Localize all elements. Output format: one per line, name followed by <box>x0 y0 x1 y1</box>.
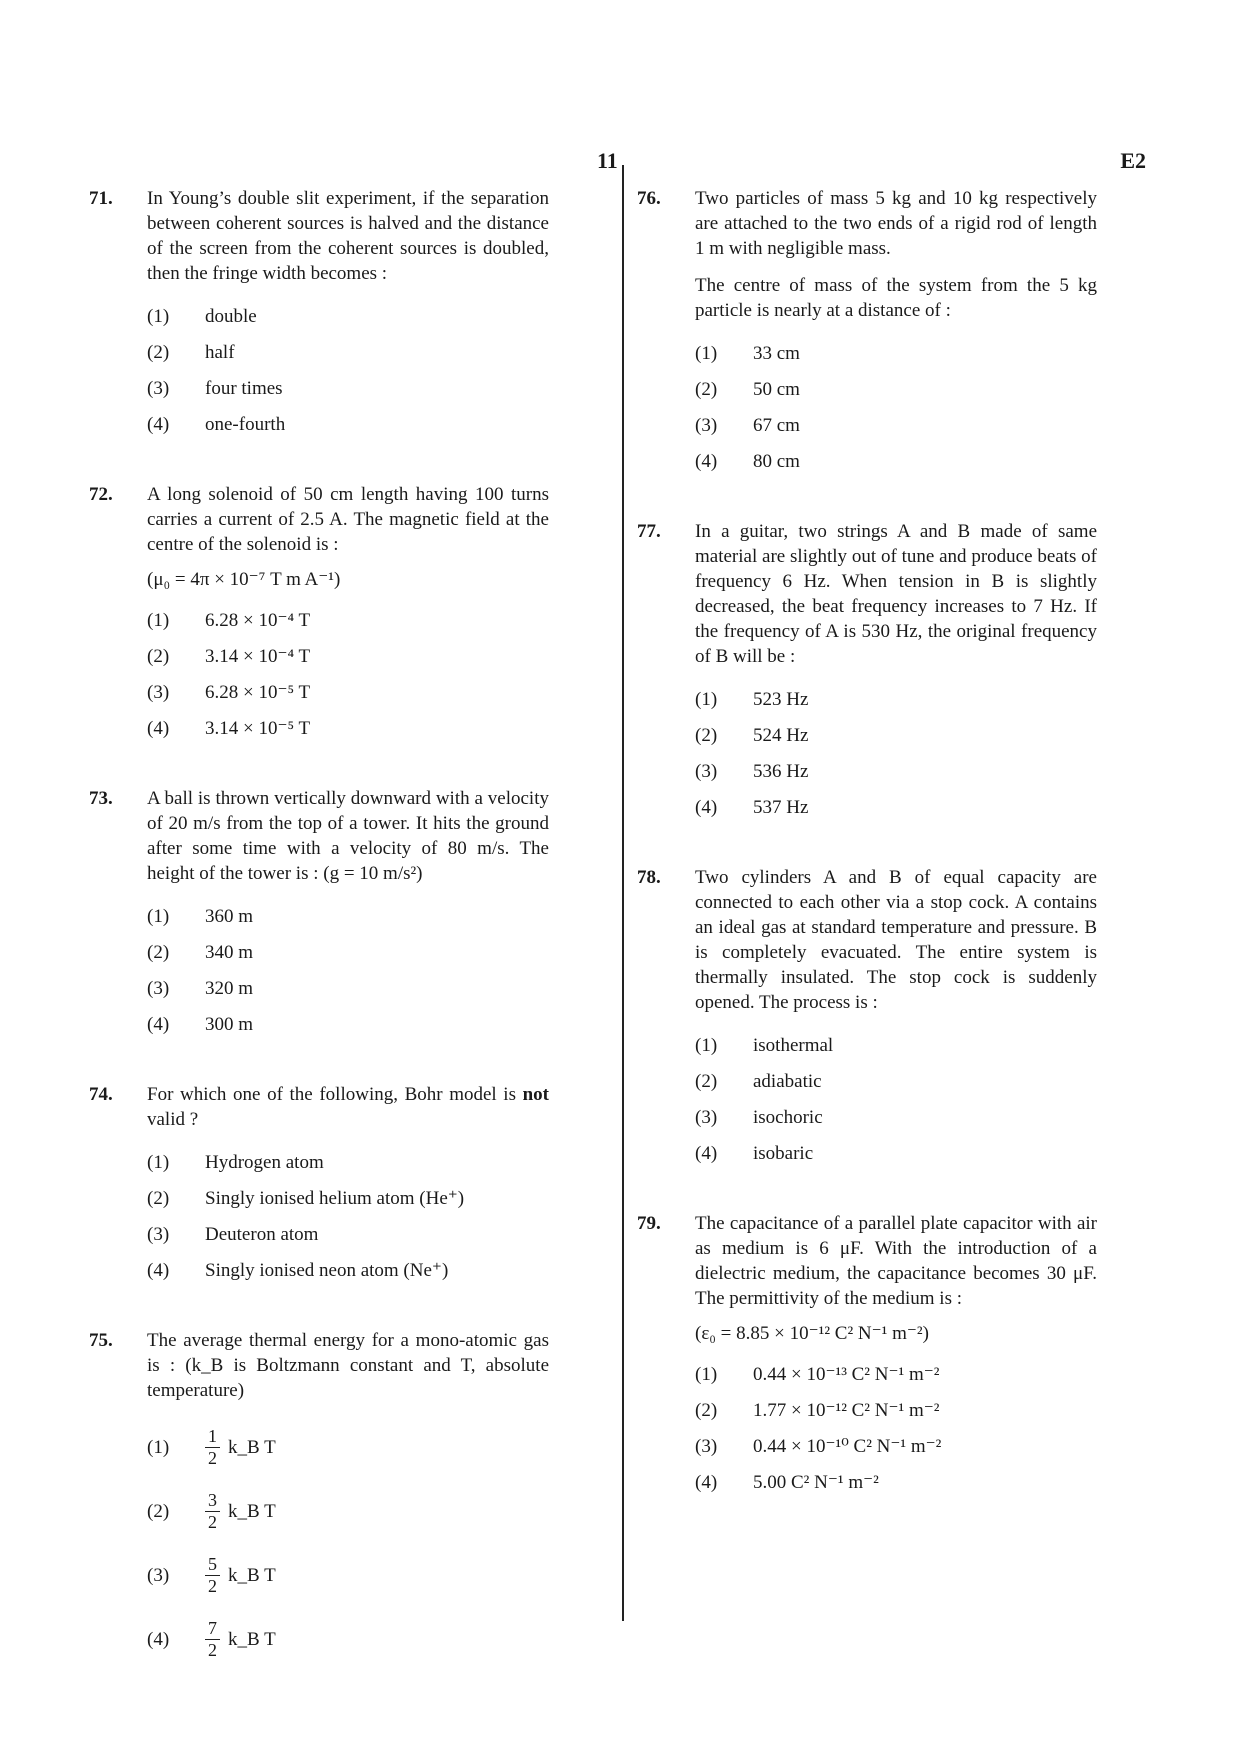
option[interactable] <box>147 1607 549 1671</box>
option[interactable] <box>147 1415 549 1479</box>
options-list <box>695 1356 1097 1500</box>
option-text: 0.44 × 10⁻¹⁰ C² N⁻¹ m⁻² <box>753 1435 942 1457</box>
fraction-numerator: 5 <box>205 1554 220 1576</box>
option-label: (4) <box>147 413 170 435</box>
page-number: 11 <box>597 148 618 173</box>
option-text: half <box>205 341 235 363</box>
option-text: k_B T <box>228 1500 276 1522</box>
option[interactable] <box>147 370 549 406</box>
option-text: Hydrogen atom <box>205 1151 324 1173</box>
question-text: Two cylinders A and B of equal capacity are connected to each other via a stop cock. A contains an ideal gas at standard temperature and pressure. B is completely evacuated. The entire system is thermally insulated. The stop cock is suddenly opened. The process is : <box>695 867 1097 1013</box>
fraction <box>205 1554 220 1597</box>
option-label: (4) <box>147 1628 170 1650</box>
question-number: 77. <box>637 521 661 542</box>
option-label: (3) <box>695 1435 718 1457</box>
question-number: 75. <box>89 1330 113 1351</box>
option-label: (2) <box>147 1187 170 1209</box>
emphasis-not: not <box>522 1084 549 1105</box>
option[interactable] <box>147 1144 549 1180</box>
option[interactable] <box>147 898 549 934</box>
options-list <box>147 1415 549 1671</box>
option-text: 50 cm <box>753 378 800 400</box>
option[interactable] <box>147 1006 549 1042</box>
question-76 <box>637 186 1097 479</box>
option-label: (3) <box>695 760 718 782</box>
option-label: (3) <box>147 977 170 999</box>
options-list <box>695 681 1097 825</box>
option-label: (1) <box>147 609 170 631</box>
option-text: Deuteron atom <box>205 1223 319 1245</box>
question-71 <box>89 186 549 442</box>
column-divider <box>622 165 624 1621</box>
question-number: 79. <box>637 1213 661 1234</box>
question-number: 72. <box>89 484 113 505</box>
left-column <box>89 186 549 1711</box>
question-text-part: For which one of the following, Bohr model is <box>147 1084 523 1105</box>
option-label: (2) <box>147 941 170 963</box>
fraction-denominator: 2 <box>208 1575 217 1596</box>
option[interactable] <box>695 1464 1097 1500</box>
option-label: (2) <box>147 645 170 667</box>
option[interactable] <box>695 753 1097 789</box>
option-text: 0.44 × 10⁻¹³ C² N⁻¹ m⁻² <box>753 1363 940 1385</box>
question-77 <box>637 519 1097 825</box>
option-text: 340 m <box>205 941 254 963</box>
option-label: (1) <box>695 688 718 710</box>
option-text: 360 m <box>205 905 254 927</box>
option[interactable] <box>147 970 549 1006</box>
question-text-part: valid ? <box>147 1109 199 1130</box>
option[interactable] <box>695 1027 1097 1063</box>
option-text: 523 Hz <box>753 688 809 710</box>
option-label: (4) <box>695 450 718 472</box>
option-label: (2) <box>147 341 170 363</box>
option-label: (4) <box>695 796 718 818</box>
option-text: four times <box>205 377 283 399</box>
option-label: (1) <box>695 1034 718 1056</box>
question-text: A long solenoid of 50 cm length having 100 turns carries a current of 2.5 A. The magnetic field at the centre of the solenoid is : <box>147 484 549 555</box>
option-text: one-fourth <box>205 413 286 435</box>
fraction-numerator: 1 <box>205 1426 220 1448</box>
option[interactable] <box>147 334 549 370</box>
fraction-denominator: 2 <box>208 1639 217 1660</box>
question-72 <box>89 482 549 746</box>
fraction <box>205 1426 220 1469</box>
option[interactable] <box>695 407 1097 443</box>
option-label: (2) <box>695 724 718 746</box>
option-text: 537 Hz <box>753 796 809 818</box>
fraction <box>205 1618 220 1661</box>
option-label: (2) <box>695 1399 718 1421</box>
option[interactable] <box>695 335 1097 371</box>
option[interactable] <box>147 1543 549 1607</box>
option-label: (2) <box>147 1500 170 1522</box>
right-column <box>637 186 1097 1540</box>
option[interactable] <box>147 1479 549 1543</box>
option-label: (4) <box>695 1471 718 1493</box>
question-number: 73. <box>89 788 113 809</box>
options-list <box>147 1144 549 1288</box>
question-text: In Young’s double slit experiment, if the separation between coherent sources is halved and the distance of the screen from the coherent sources is doubled, then the fringe width becomes : <box>147 188 549 284</box>
question-number: 78. <box>637 867 661 888</box>
option[interactable] <box>147 298 549 334</box>
option-label: (2) <box>695 1070 718 1092</box>
booklet-code: E2 <box>1120 148 1146 173</box>
question-number: 76. <box>637 188 661 209</box>
option-text: 6.28 × 10⁻⁵ T <box>205 681 311 703</box>
option[interactable] <box>147 674 549 710</box>
option-label: (4) <box>147 717 170 739</box>
option-label: (1) <box>147 305 170 327</box>
option[interactable] <box>695 1428 1097 1464</box>
option-text: 3.14 × 10⁻⁴ T <box>205 645 311 667</box>
given-constant: (ε₀ = 8.85 × 10⁻¹² C² N⁻¹ m⁻²) <box>695 1323 929 1344</box>
option[interactable] <box>695 443 1097 479</box>
option[interactable] <box>147 1252 549 1288</box>
option[interactable] <box>147 1180 549 1216</box>
question-text: Two particles of mass 5 kg and 10 kg respectively are attached to the two ends of a rigid rod of length 1 m with negligible mass. <box>695 188 1097 259</box>
question-text-continued: The centre of mass of the system from the 5 kg particle is nearly at a distance of : <box>695 275 1097 321</box>
option-text: 80 cm <box>753 450 800 472</box>
question-74 <box>89 1082 549 1288</box>
option-text: k_B T <box>228 1436 276 1458</box>
given-constant: (μ₀ = 4π × 10⁻⁷ T m A⁻¹) <box>147 569 341 590</box>
option[interactable] <box>695 681 1097 717</box>
question-text <box>147 1082 549 1132</box>
option-text: k_B T <box>228 1564 276 1586</box>
option[interactable] <box>695 1063 1097 1099</box>
options-list <box>147 602 549 746</box>
options-list <box>695 1027 1097 1171</box>
option-label: (2) <box>695 378 718 400</box>
option-label: (4) <box>147 1259 170 1281</box>
option-label: (1) <box>147 1436 170 1458</box>
question-text: In a guitar, two strings A and B made of same material are slightly out of tune and produce beats of frequency 6 Hz. When tension in B is slightly decreased, the beat frequency increases to 7 Hz. If the frequency of A is 530 Hz, the original frequency of B will be : <box>695 521 1097 667</box>
fraction-numerator: 7 <box>205 1618 220 1640</box>
option[interactable] <box>147 602 549 638</box>
option[interactable] <box>695 1356 1097 1392</box>
fraction-denominator: 2 <box>208 1511 217 1532</box>
options-list <box>147 898 549 1042</box>
fraction-numerator: 3 <box>205 1490 220 1512</box>
option-text: 524 Hz <box>753 724 809 746</box>
option-label: (3) <box>147 377 170 399</box>
option-text: k_B T <box>228 1628 276 1650</box>
question-79 <box>637 1211 1097 1500</box>
option-label: (3) <box>695 1106 718 1128</box>
option[interactable] <box>147 638 549 674</box>
fraction-denominator: 2 <box>208 1447 217 1468</box>
option[interactable] <box>695 1135 1097 1171</box>
option[interactable] <box>695 1099 1097 1135</box>
option-text: 5.00 C² N⁻¹ m⁻² <box>753 1471 879 1493</box>
option-text: 67 cm <box>753 414 800 436</box>
option-text: 536 Hz <box>753 760 809 782</box>
question-78 <box>637 865 1097 1171</box>
option-label: (3) <box>147 1223 170 1245</box>
option-text: 3.14 × 10⁻⁵ T <box>205 717 311 739</box>
option[interactable] <box>147 1216 549 1252</box>
question-text: A ball is thrown vertically downward with a velocity of 20 m/s from the top of a tower. It hits the ground after some time with a velocity of 80 m/s. The height of the tower is : (g = 10 m/s²) <box>147 788 549 884</box>
option-label: (3) <box>147 1564 170 1586</box>
option[interactable] <box>695 371 1097 407</box>
option-text: Singly ionised neon atom (Ne⁺) <box>205 1259 449 1281</box>
options-list <box>695 335 1097 479</box>
options-list <box>147 298 549 442</box>
option-text: isobaric <box>753 1142 814 1164</box>
option-label: (4) <box>147 1013 170 1035</box>
option-label: (4) <box>695 1142 718 1164</box>
option-text: 6.28 × 10⁻⁴ T <box>205 609 311 631</box>
question-73 <box>89 786 549 1042</box>
option-label: (1) <box>695 1363 718 1385</box>
option[interactable] <box>147 710 549 746</box>
option[interactable] <box>695 789 1097 825</box>
option-text: 300 m <box>205 1013 254 1035</box>
option[interactable] <box>147 934 549 970</box>
option-text: 1.77 × 10⁻¹² C² N⁻¹ m⁻² <box>753 1399 940 1421</box>
option-text: adiabatic <box>753 1070 822 1092</box>
option[interactable] <box>695 1392 1097 1428</box>
option-text: isochoric <box>753 1106 823 1128</box>
option-text: 33 cm <box>753 342 800 364</box>
option-label: (1) <box>147 1151 170 1173</box>
option-text: Singly ionised helium atom (He⁺) <box>205 1187 465 1209</box>
question-text: The average thermal energy for a mono-atomic gas is : (k_B is Boltzmann constant and T, absolute temperature) <box>147 1330 549 1401</box>
question-number: 71. <box>89 188 113 209</box>
option[interactable] <box>147 406 549 442</box>
option-text: double <box>205 305 257 327</box>
fraction <box>205 1490 220 1533</box>
option-label: (3) <box>695 414 718 436</box>
question-75 <box>89 1328 549 1671</box>
option-label: (3) <box>147 681 170 703</box>
option-text: 320 m <box>205 977 254 999</box>
question-text: The capacitance of a parallel plate capacitor with air as medium is 6 μF. With the introduction of a dielectric medium, the capacitance becomes 30 μF. The permittivity of the medium is : <box>695 1213 1097 1309</box>
option-label: (1) <box>147 905 170 927</box>
option-text: isothermal <box>753 1034 834 1056</box>
option-label: (1) <box>695 342 718 364</box>
question-number: 74. <box>89 1084 113 1105</box>
option[interactable] <box>695 717 1097 753</box>
